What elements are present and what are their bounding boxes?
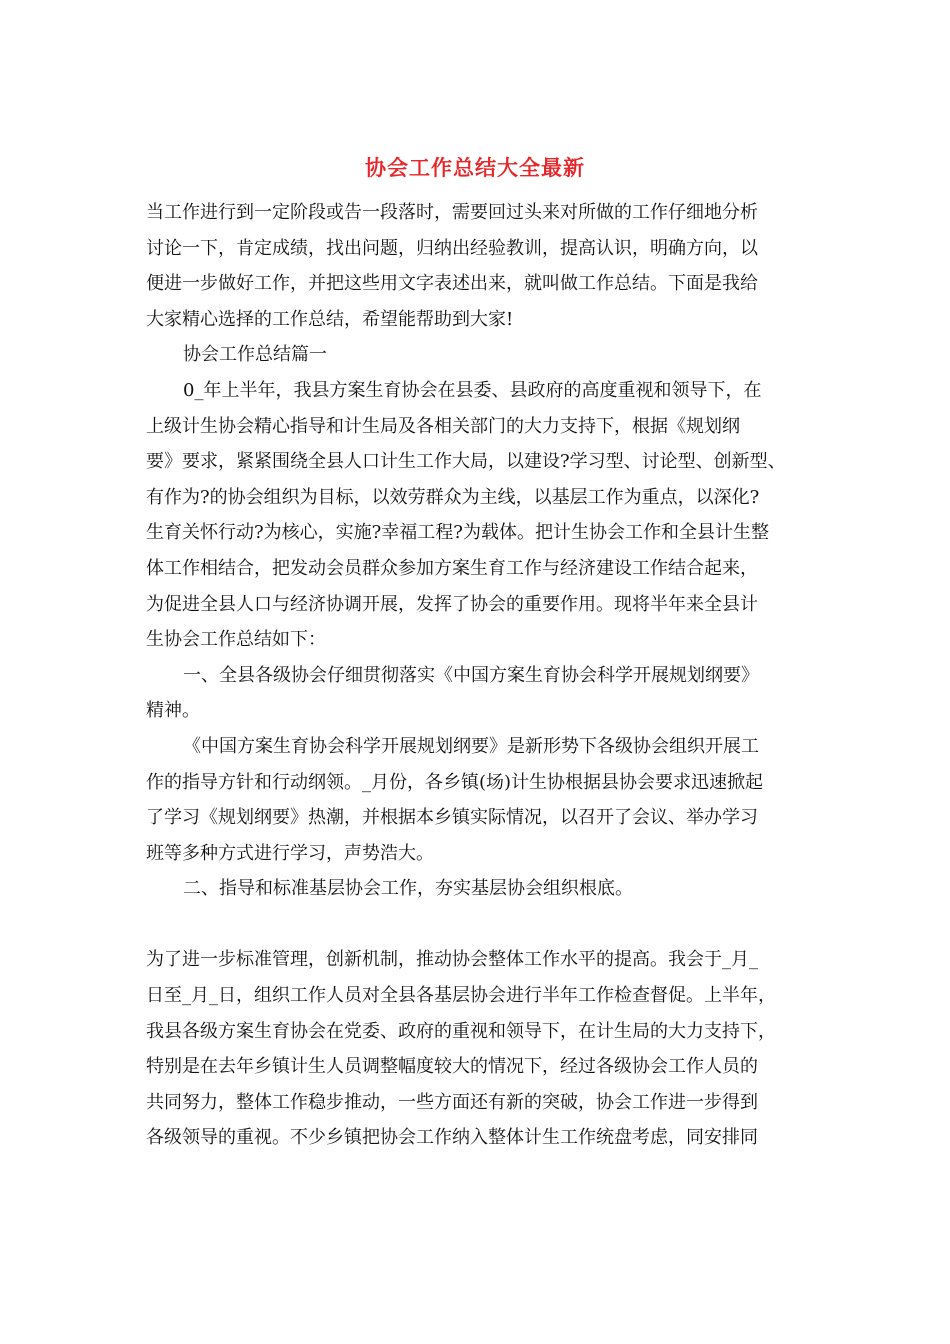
body-line: 共同努力，整体工作稳步推动，一些方面还有新的突破，协会工作进一步得到 (146, 1091, 758, 1113)
body-line: 上级计生协会精心指导和计生局及各相关部门的大力支持下，根据《规划纲 (146, 415, 740, 437)
body-line: 为促进全县人口与经济协调开展，发挥了协会的重要作用。现将半年来全县计 (146, 593, 758, 615)
body-line: 大家精心选择的工作总结，希望能帮助到大家! (146, 308, 514, 330)
body-line: 生育关怀行动?为核心，实施?幸福工程?为载体。把计生协会工作和全县计生整 (146, 522, 769, 544)
body-line: 精神。 (146, 700, 200, 722)
body-line: 当工作进行到一定阶段或告一段落时，需要回过头来对所做的工作仔细地分析 (146, 202, 758, 223)
paragraph-gap (146, 907, 818, 943)
body-line: 特别是在去年乡镇计生人员调整幅度较大的情况下，经过各级协会工作人员的 (146, 1056, 758, 1078)
body-line: 《中国方案生育协会科学开展规划纲要》是新形势下各级协会组织开展工 (183, 735, 759, 757)
body-line: 为了进一步标准管理，创新机制，推动协会整体工作水平的提高。我会于_月_ (146, 949, 758, 971)
body-line: 作的指导方针和行动纲领。_月份，各乡镇(场)计生协根据县协会要求迅速掀起 (146, 771, 764, 793)
body-line: 有作为?的协会组织为目标，以效劳群众为主线，以基层工作为重点，以深化? (146, 486, 760, 508)
body-line: 各级领导的重视。不少乡镇把协会工作纳入整体计生工作统盘考虑，同安排同 (146, 1127, 758, 1149)
body-line: 了学习《规划纲要》热潮，并根据本乡镇实际情况，以召开了会议、举办学习 (146, 807, 758, 829)
body-line: 我县各级方案生育协会在党委、政府的重视和领导下，在计生局的大力支持下， (146, 1020, 776, 1042)
body-line: 班等多种方式进行学习，声势浩大。 (146, 842, 434, 864)
section-heading: 协会工作总结篇一 (183, 344, 327, 366)
body-line: 要》要求，紧紧围绕全县人口计生工作大局，以建设?学习型、讨论型、创新型、 (146, 451, 786, 473)
body-line: 生协会工作总结如下： (146, 629, 326, 651)
document-body (146, 195, 818, 1156)
body-line: 体工作相结合，把发动会员群众参加方案生育工作与经济建设工作结合起来， (146, 557, 758, 579)
body-line: 便进一步做好工作，并把这些用文字表述出来，就叫做工作总结。下面是我给 (146, 273, 758, 295)
document-title: 协会工作总结大全最新 (365, 156, 585, 180)
section-heading: 二、指导和标准基层协会工作，夯实基层协会组织根底。 (183, 878, 633, 900)
body-line: 0_年上半年，我县方案生育协会在县委、县政府的高度重视和领导下，在 (183, 379, 762, 401)
body-line: 讨论一下，肯定成绩，找出问题，归纳出经验教训，提高认识，明确方向，以 (146, 237, 758, 259)
section-heading: 一、全县各级协会仔细贯彻落实《中国方案生育协会科学开展规划纲要》 (183, 664, 759, 686)
body-line: 日至_月_日，组织工作人员对全县各基层协会进行半年工作检查督促。上半年， (146, 985, 776, 1007)
